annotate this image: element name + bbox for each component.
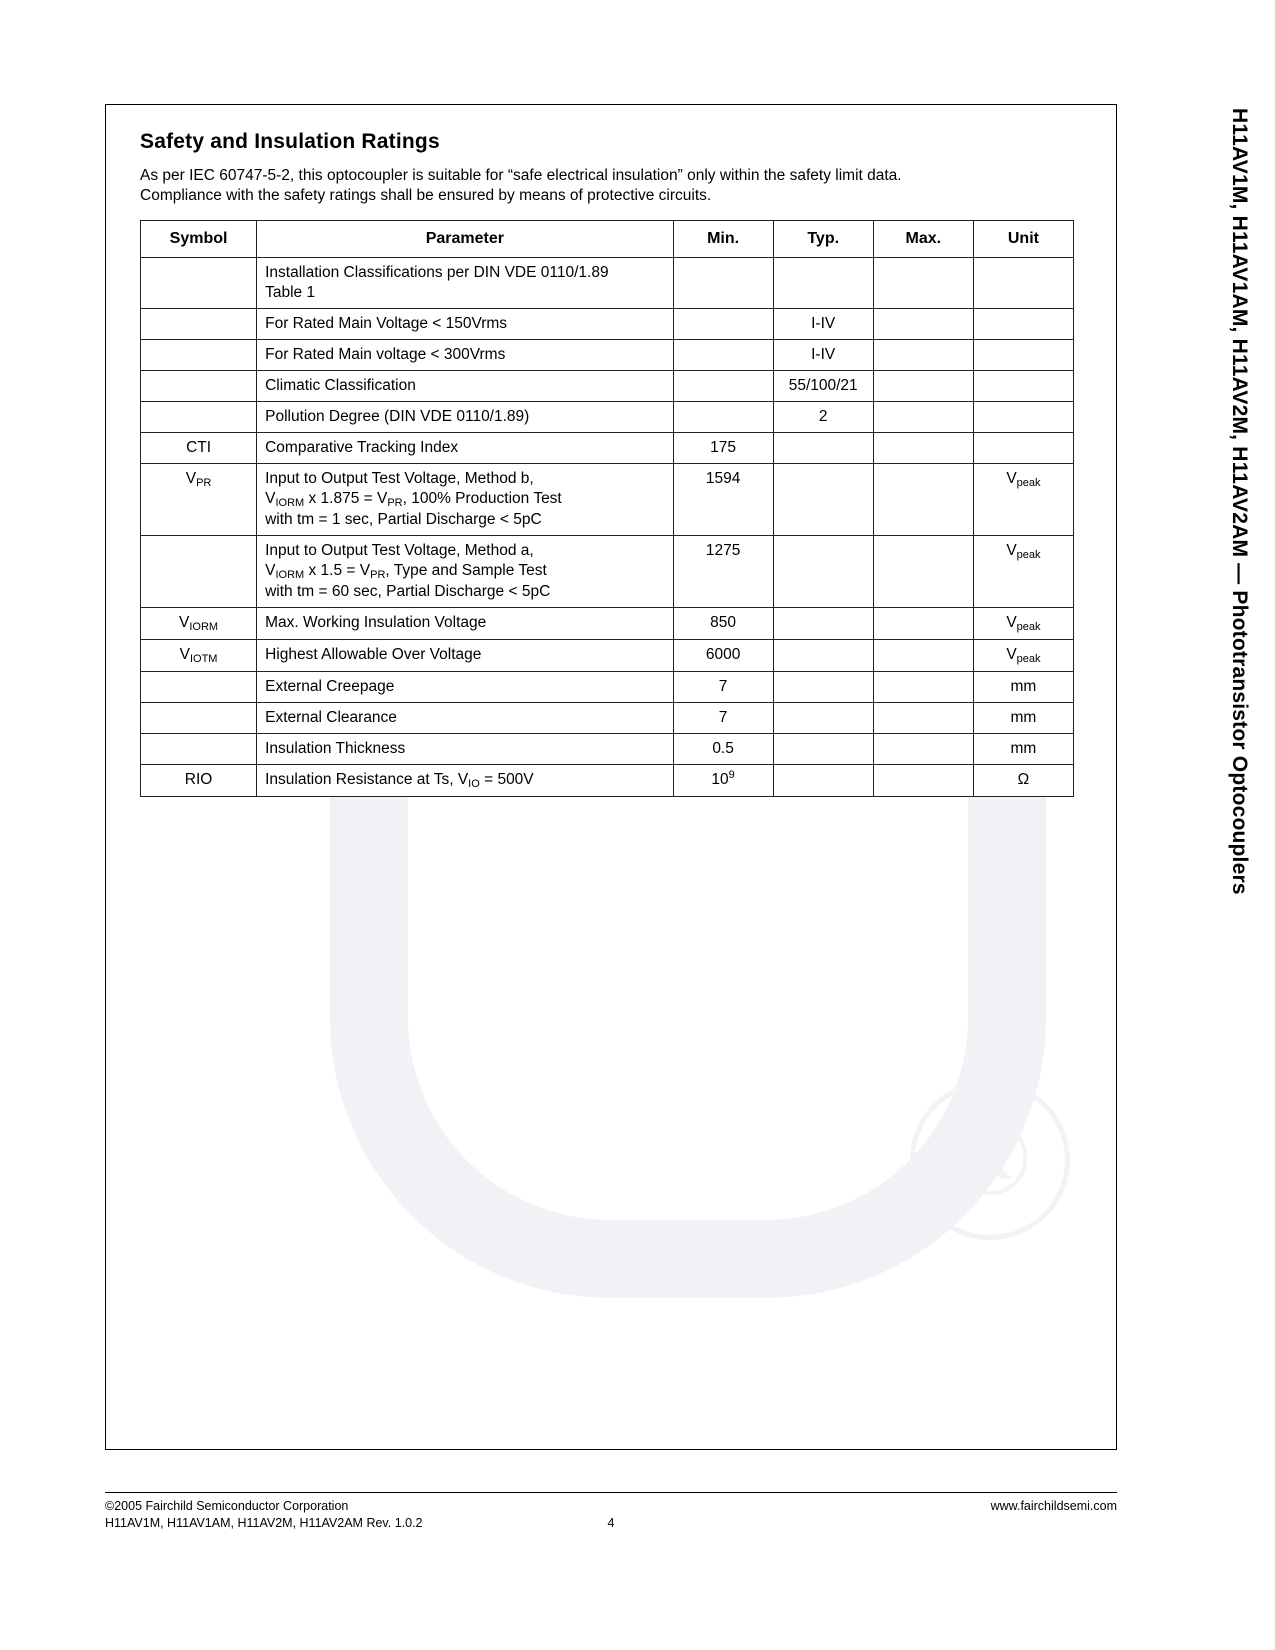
cell-max bbox=[873, 765, 973, 797]
cell-min: 7 bbox=[673, 703, 773, 734]
cell-parameter: Highest Allowable Over Voltage bbox=[257, 640, 673, 672]
cell-max bbox=[873, 672, 973, 703]
cell-parameter: Climatic Classification bbox=[257, 371, 673, 402]
cell-typ bbox=[773, 734, 873, 765]
cell-min bbox=[673, 371, 773, 402]
cell-unit bbox=[973, 340, 1073, 371]
table-row bbox=[141, 765, 1074, 797]
cell-parameter: External Clearance bbox=[257, 703, 673, 734]
table-row bbox=[141, 433, 1074, 464]
param-line-1: Installation Classifications per DIN VDE 0110/1.89 bbox=[265, 264, 609, 281]
cell-max bbox=[873, 464, 973, 536]
table-row bbox=[141, 309, 1074, 340]
cell-min: 175 bbox=[673, 433, 773, 464]
cell-typ bbox=[773, 672, 873, 703]
cell-typ bbox=[773, 464, 873, 536]
cell-min: $10^9$ bbox=[673, 765, 773, 797]
table-row bbox=[141, 703, 1074, 734]
cell-min: 850 bbox=[673, 608, 773, 640]
param-line-2: $V_{IORM}$ x $1.875 = V_{PR}$, 100% Production Test bbox=[265, 490, 562, 509]
cell-symbol bbox=[141, 672, 257, 703]
table-row bbox=[141, 640, 1074, 672]
column-header-min: Min. bbox=[673, 221, 773, 258]
param-line-3: with tm = 1 sec, Partial Discharge < 5pC bbox=[265, 511, 542, 528]
cell-parameter: Insulation Thickness bbox=[257, 734, 673, 765]
cell-symbol: $V_{PR}$ bbox=[141, 464, 257, 536]
cell-unit bbox=[973, 371, 1073, 402]
cell-typ bbox=[773, 640, 873, 672]
param-line-2: Table 1 bbox=[265, 284, 316, 301]
cell-min: 1275 bbox=[673, 536, 773, 608]
cell-unit bbox=[973, 258, 1073, 309]
cell-parameter bbox=[257, 258, 673, 309]
cell-min: 0.5 bbox=[673, 734, 773, 765]
intro-paragraph bbox=[140, 166, 1080, 206]
cell-min bbox=[673, 340, 773, 371]
page-title: Safety and Insulation Ratings bbox=[140, 130, 440, 153]
footer-website-link[interactable]: www.fairchildsemi.com bbox=[990, 1499, 1117, 1513]
cell-max bbox=[873, 371, 973, 402]
cell-max bbox=[873, 340, 973, 371]
param-line-3: with tm = 60 sec, Partial Discharge < 5pC bbox=[265, 583, 551, 600]
cell-min: 1594 bbox=[673, 464, 773, 536]
cell-unit: $V_{peak}$ bbox=[973, 536, 1073, 608]
cell-parameter: Max. Working Insulation Voltage bbox=[257, 608, 673, 640]
cell-symbol bbox=[141, 536, 257, 608]
table-row bbox=[141, 672, 1074, 703]
cell-symbol bbox=[141, 258, 257, 309]
intro-line-2: Compliance with the safety ratings shall be ensured by means of protective circuits. bbox=[140, 187, 712, 204]
cell-parameter: For Rated Main voltage < 300Vrms bbox=[257, 340, 673, 371]
cell-symbol: $V_{IOTM}$ bbox=[141, 640, 257, 672]
cell-max bbox=[873, 309, 973, 340]
column-header-parameter: Parameter bbox=[257, 221, 673, 258]
cell-max bbox=[873, 734, 973, 765]
column-header-unit: Unit bbox=[973, 221, 1073, 258]
page-content bbox=[140, 130, 1080, 797]
param-line-1: Input to Output Test Voltage, Method a, bbox=[265, 542, 534, 559]
cell-symbol bbox=[141, 703, 257, 734]
cell-parameter bbox=[257, 536, 673, 608]
cell-parameter: External Creepage bbox=[257, 672, 673, 703]
cell-typ: 2 bbox=[773, 402, 873, 433]
param-line-2: $V_{IORM}$ x $1.5 = V_{PR}$, Type and Sample Test bbox=[265, 562, 547, 581]
cell-max bbox=[873, 402, 973, 433]
side-running-title bbox=[1217, 108, 1257, 1008]
footer-divider bbox=[105, 1492, 1117, 1493]
watermark-registered-icon: ® bbox=[910, 1080, 1070, 1240]
intro-line-1: As per IEC 60747-5-2, this optocoupler is suitable for “safe electrical insulation” only within the safety limit data. bbox=[140, 167, 902, 184]
table-row bbox=[141, 402, 1074, 433]
cell-max bbox=[873, 703, 973, 734]
table-row bbox=[141, 734, 1074, 765]
footer-copyright: ©2005 Fairchild Semiconductor Corporation bbox=[105, 1499, 349, 1513]
footer-page-number: 4 bbox=[607, 1516, 615, 1530]
cell-min bbox=[673, 309, 773, 340]
cell-symbol bbox=[141, 309, 257, 340]
cell-typ bbox=[773, 536, 873, 608]
cell-symbol bbox=[141, 371, 257, 402]
param-line-1: Input to Output Test Voltage, Method b, bbox=[265, 470, 534, 487]
cell-unit bbox=[973, 309, 1073, 340]
side-running-title-text: H11AV1M, H11AV1AM, H11AV2M, H11AV2AM — Phototransistor Optocouplers bbox=[1228, 108, 1251, 895]
cell-typ bbox=[773, 765, 873, 797]
cell-typ: 55/100/21 bbox=[773, 371, 873, 402]
cell-max bbox=[873, 536, 973, 608]
cell-unit: Ω bbox=[973, 765, 1073, 797]
table-row bbox=[141, 340, 1074, 371]
cell-max bbox=[873, 608, 973, 640]
column-header-max: Max. bbox=[873, 221, 973, 258]
cell-typ: I-IV bbox=[773, 340, 873, 371]
cell-unit bbox=[973, 402, 1073, 433]
cell-unit: $V_{peak}$ bbox=[973, 640, 1073, 672]
table-row bbox=[141, 536, 1074, 608]
table-row bbox=[141, 258, 1074, 309]
cell-typ: I-IV bbox=[773, 309, 873, 340]
cell-typ bbox=[773, 608, 873, 640]
cell-unit: $V_{peak}$ bbox=[973, 464, 1073, 536]
cell-symbol: $V_{IORM}$ bbox=[141, 608, 257, 640]
cell-parameter bbox=[257, 464, 673, 536]
cell-typ bbox=[773, 258, 873, 309]
cell-symbol bbox=[141, 340, 257, 371]
cell-max bbox=[873, 433, 973, 464]
footer-revision: H11AV1M, H11AV1AM, H11AV2M, H11AV2AM Rev. 1.0.2 bbox=[105, 1516, 423, 1530]
cell-min bbox=[673, 402, 773, 433]
table-header-row bbox=[141, 221, 1074, 258]
column-header-symbol: Symbol bbox=[141, 221, 257, 258]
cell-unit: $V_{peak}$ bbox=[973, 608, 1073, 640]
table-row bbox=[141, 464, 1074, 536]
cell-parameter: Comparative Tracking Index bbox=[257, 433, 673, 464]
cell-symbol: RIO bbox=[141, 765, 257, 797]
cell-unit: mm bbox=[973, 672, 1073, 703]
cell-parameter: Pollution Degree (DIN VDE 0110/1.89) bbox=[257, 402, 673, 433]
cell-symbol bbox=[141, 734, 257, 765]
cell-unit bbox=[973, 433, 1073, 464]
cell-parameter: For Rated Main Voltage < 150Vrms bbox=[257, 309, 673, 340]
safety-insulation-ratings-table bbox=[140, 220, 1074, 797]
cell-max bbox=[873, 640, 973, 672]
cell-min: 7 bbox=[673, 672, 773, 703]
cell-typ bbox=[773, 703, 873, 734]
cell-min: 6000 bbox=[673, 640, 773, 672]
table-row bbox=[141, 608, 1074, 640]
cell-unit: mm bbox=[973, 734, 1073, 765]
cell-parameter: Insulation Resistance at Ts, $V_{IO} = 500V$ bbox=[257, 765, 673, 797]
cell-symbol bbox=[141, 402, 257, 433]
table-row bbox=[141, 371, 1074, 402]
cell-typ bbox=[773, 433, 873, 464]
cell-unit: mm bbox=[973, 703, 1073, 734]
column-header-typ: Typ. bbox=[773, 221, 873, 258]
cell-max bbox=[873, 258, 973, 309]
cell-min bbox=[673, 258, 773, 309]
cell-symbol: CTI bbox=[141, 433, 257, 464]
